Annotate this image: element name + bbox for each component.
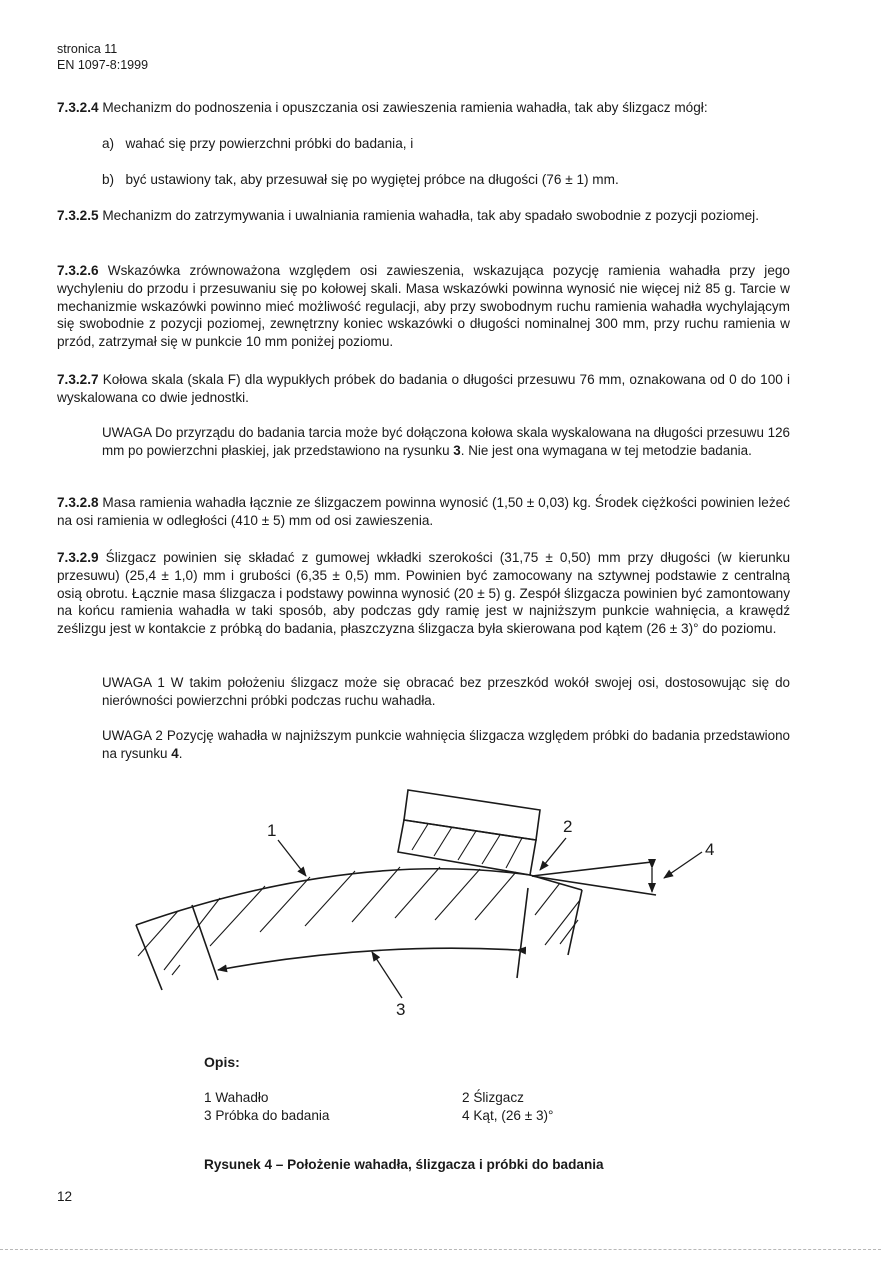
header-page-ref: stronica 11: [57, 42, 118, 56]
section-7-3-2-4: [57, 99, 790, 117]
legend-title: Opis:: [204, 1054, 240, 1070]
legend-num: 1: [204, 1090, 212, 1105]
specimen-right-end: [568, 890, 582, 955]
note-text: UWAGA 2 Pozycję wahadła w najniższym punkcie wahnięcia ślizgacza względem próbki do badania przedstawiono na rysunku: [102, 728, 790, 761]
section-number: 7.3.2.7: [57, 372, 99, 387]
specimen-boundary-left: [192, 905, 218, 980]
section-7-3-2-6: [57, 262, 790, 351]
legend-text: Ślizgacz: [473, 1090, 524, 1105]
note-text: UWAGA Do przyrządu do badania tarcia może być dołączona kołowa skala wyskalowana na długości przesuwu 126 mm po powierzchni płaskiej, jak przedstawiono na rysunku: [102, 425, 790, 458]
note-text-end: . Nie jest ona wymagana w tej metodzie badania.: [460, 442, 752, 458]
note-text-end: .: [178, 745, 183, 761]
section-text: Kołowa skala (skala F) dla wypukłych próbek do badania o długości przesuwu 76 mm, oznakowana od 0 do 100 i wyskalowana co dwie jednostki.: [57, 372, 790, 405]
specimen-boundary-right: [517, 888, 528, 978]
legend-num: 4: [462, 1108, 470, 1123]
section-7-3-2-8: [57, 494, 790, 530]
section-7-3-2-5: [57, 207, 790, 225]
page-bottom-rule: [0, 1249, 881, 1250]
list-item-a: [102, 135, 413, 152]
figure-label-1: 1: [267, 821, 277, 840]
legend-item-4: [462, 1107, 554, 1124]
legend-text: Próbka do badania: [215, 1108, 330, 1123]
list-label: a): [102, 136, 115, 151]
list-text: wahać się przy powierzchni próbki do badania, i: [125, 136, 414, 151]
angle-line-lower: [532, 876, 656, 895]
note-2: [102, 727, 790, 763]
page-number: 12: [57, 1189, 73, 1204]
legend-item-3: [204, 1107, 329, 1124]
section-text: Wskazówka zrównoważona względem osi zawieszenia, wskazująca pozycję ramienia wahadła przy jego wychyleniu do przodu i przesuwaniu się po kołowej skali. Masa wskazówki powinna wynosić nie więcej niż 85 g. Tarcie w mechanizmie wskazówki powinno mieć możliwość regulacji, aby przy swobodnym ruchu ramienia wahadła wychylającym się swobodnie z pozycji poziomej, zewnętrzny koniec wskazówki o długości nominalnej 300 mm, przy ruchu ramienia w przód, zatrzymał się w punkcie 10 mm poniżej poziomu.: [57, 263, 790, 350]
note-7-3-2-7: [102, 424, 790, 460]
section-number: 7.3.2.9: [57, 550, 99, 565]
section-text: Ślizgacz powinien się składać z gumowej wkładki szerokości (31,75 ± 0,50) mm przy długości (w kierunku przesuwu) (25,4 ± 1,0) mm i grubości (6,35 ± 0,5) mm. Powinien być zamocowany na sztywnej podstawie z centralną osią obrotu. Łącznie masa ślizgacza i podstawy powinna wynosić (20 ± 5) g. Zespół ślizgacza powinien być zamontowany na końcu ramienia wahadła w taki sposób, aby podczas gdy ramię jest w najniższym punkcie wahnięcia, a krawędź ześlizgu jest w kontakcie z próbką do badania, płaszczyzna ślizgacza była skierowana pod kątem (26 ± 3)° do poziomu.: [57, 550, 791, 637]
leader-4: [664, 852, 702, 878]
list-label: b): [102, 172, 115, 187]
figure-caption: Rysunek 4 – Położenie wahadła, ślizgacza i próbki do badania: [204, 1157, 604, 1172]
section-number: 7.3.2.8: [57, 495, 99, 510]
leader-2: [540, 838, 566, 870]
legend-num: 3: [204, 1108, 212, 1123]
section-7-3-2-9: [57, 549, 790, 638]
specimen-top-surface: [136, 869, 530, 925]
legend-text: Kąt, (26 ± 3)°: [473, 1108, 554, 1123]
section-text: Mechanizm do podnoszenia i opuszczania osi zawieszenia ramienia wahadła, tak aby ślizgacz mógł:: [102, 100, 708, 115]
figure-ref: 4: [171, 745, 179, 761]
travel-dimension-arrow: [218, 948, 517, 970]
section-number: 7.3.2.6: [57, 263, 99, 278]
legend-item-1: [204, 1089, 269, 1106]
slider-hatching: [412, 824, 522, 868]
specimen-left-edge: [136, 925, 162, 990]
legend-num: 2: [462, 1090, 470, 1105]
list-text: być ustawiony tak, aby przesuwał się po wygiętej próbce na długości (76 ± 1) mm.: [125, 172, 619, 187]
section-text: Masa ramienia wahadła łącznie ze ślizgaczem powinna wynosić (1,50 ± 0,03) kg. Środek ciężkości powinien leżeć na osi ramienia w odległości (410 ± 5) mm od osi zawieszenia.: [57, 495, 790, 528]
legend-text: Wahadło: [215, 1090, 269, 1105]
legend-item-2: [462, 1089, 524, 1106]
section-number: 7.3.2.4: [57, 100, 99, 115]
note-1: UWAGA 1 W takim położeniu ślizgacz może się obracać bez przeszkód wokół swojej osi, dostosowując się do nierówności powierzchni próbki podczas ruchu wahadła.: [102, 675, 790, 708]
section-number: 7.3.2.5: [57, 208, 99, 223]
section-7-3-2-7: [57, 371, 790, 407]
header-standard: EN 1097-8:1999: [57, 58, 149, 72]
figure-4-diagram: [120, 780, 770, 1030]
angle-line-upper: [532, 862, 652, 876]
figure-label-4: 4: [705, 840, 715, 859]
figure-label-3: 3: [396, 1000, 406, 1019]
specimen-hatching: [138, 867, 580, 975]
section-text: Mechanizm do zatrzymywania i uwalniania ramienia wahadła, tak aby spadało swobodnie z pozycji poziomej.: [102, 208, 759, 223]
leader-3: [372, 952, 402, 998]
slider-rubber: [398, 820, 536, 875]
list-item-b: [102, 171, 619, 188]
figure-label-2: 2: [563, 817, 573, 836]
figure-ref: 3: [453, 442, 461, 458]
slider-body: [404, 790, 540, 840]
leader-1: [278, 840, 306, 876]
